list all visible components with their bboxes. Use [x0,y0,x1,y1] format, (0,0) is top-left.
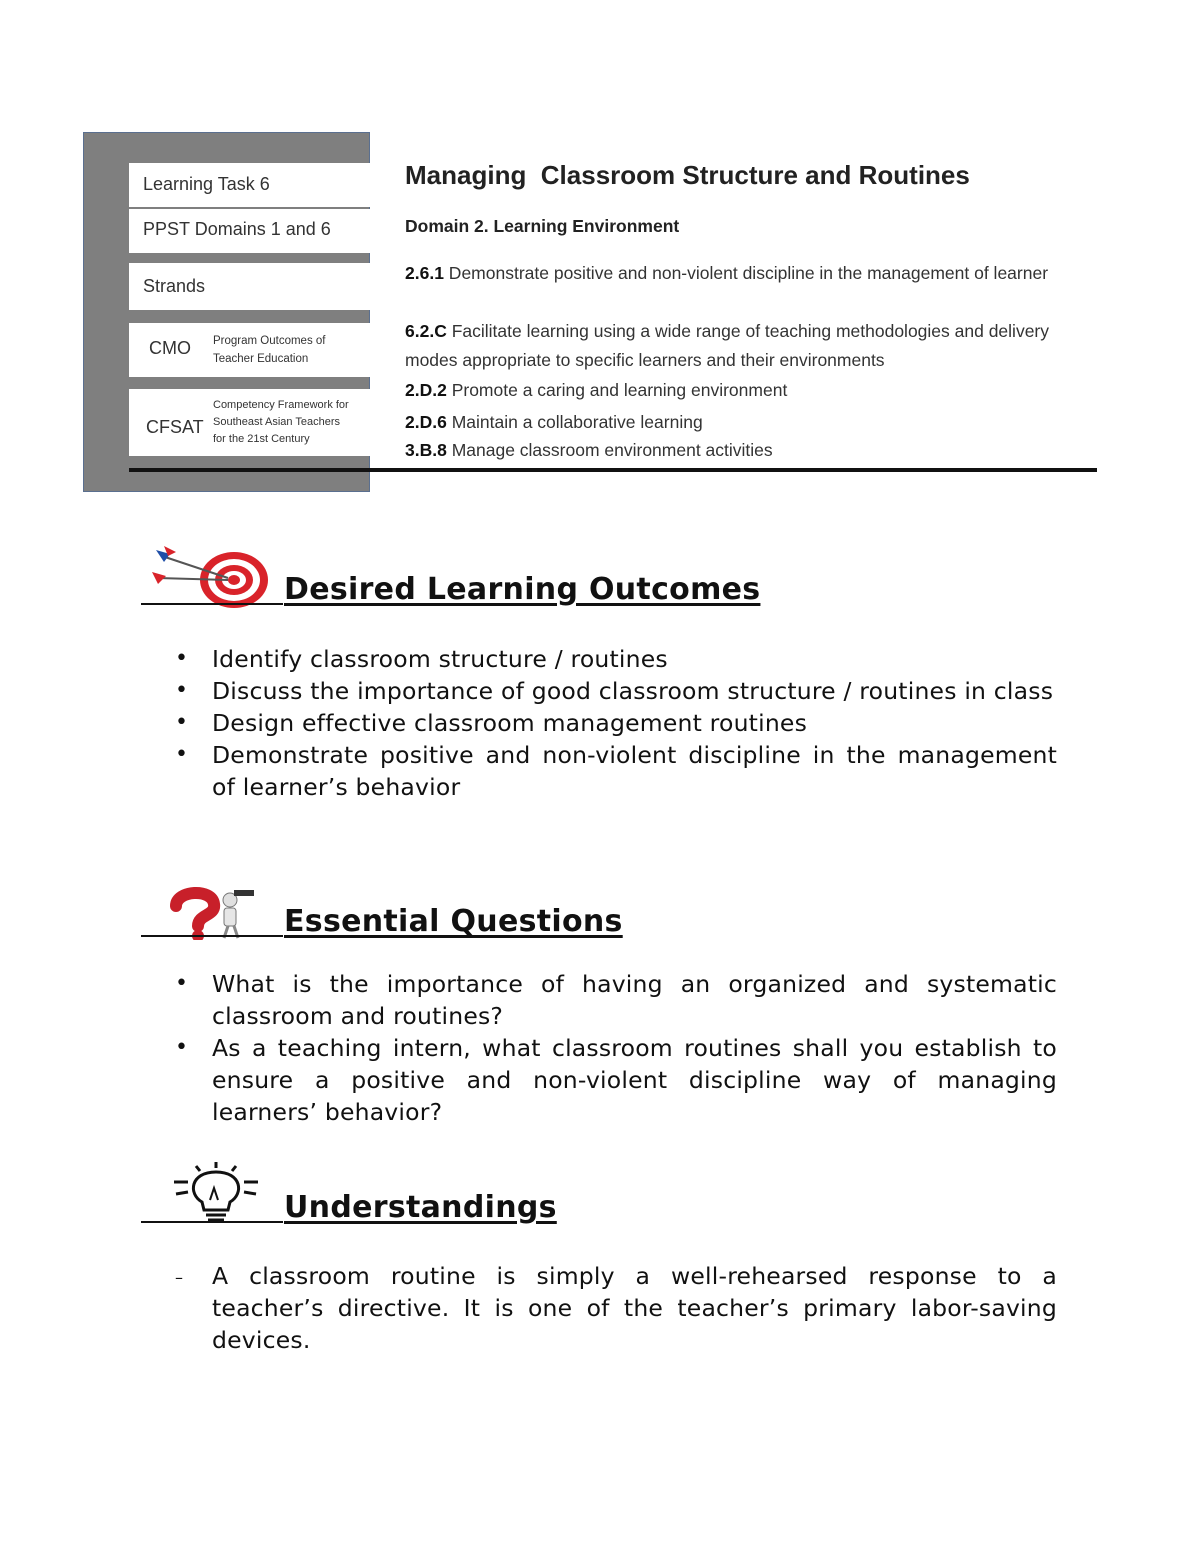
list-item: • Identify classroom structure / routines [175,643,1057,675]
cfsat-box [129,389,370,456]
standard-code: 3.B.8 [405,440,447,460]
outcomes-heading: Desired Learning Outcomes [284,572,761,607]
learning-task-label: Learning Task 6 [143,174,270,194]
standard-code: 6.2.C [405,321,447,341]
standard-code: 2.6.1 [405,263,444,283]
standard-item [405,408,1075,437]
section-underline [141,1221,283,1223]
page-title: Managing Classroom Structure and Routines [405,160,970,190]
standard-text: Promote a caring and learning environment [446,380,788,400]
domain-heading: Domain 2. Learning Environment [405,216,680,236]
standard-code: 2.D.2 [405,380,447,400]
standard-item [405,317,1075,375]
learning-task-box [129,163,370,207]
questions-list [175,968,1057,1128]
standard-item [405,436,1075,465]
list-item: • Design effective classroom management routines [175,707,1057,739]
list-item: • As a teaching intern, what classroom routines shall you establish to ensure a positive and non-violent discipline way of managing learners’ behavior? [175,1032,1057,1128]
list-item: • Discuss the importance of good classroom structure / routines in class [175,675,1057,707]
header-divider [129,468,1097,472]
strands-label: Strands [143,276,206,296]
standard-text: Maintain a collaborative learning [446,412,703,432]
target-icon [150,542,274,610]
cmo-label: CMO [149,338,191,358]
understandings-heading: Understandings [284,1190,557,1225]
cfsat-description-line-1: Competency Framework for [213,399,349,411]
ppst-domains-label: PPST Domains 1 and 6 [143,219,331,239]
cmo-description: Program Outcomes of Teacher Education [213,335,326,365]
standard-code: 2.D.6 [405,412,447,432]
standard-item [405,259,1075,288]
list-item: – A classroom routine is simply a well-rehearsed response to a teacher’s directive. It is one of the teacher’s primary labor-saving devices. [175,1260,1057,1356]
standard-text: Manage classroom environment activities [446,440,773,460]
standard-text: Facilitate learning using a wide range of teaching methodologies and delivery modes appropriate to specific learners and their environments [405,321,1050,370]
cfsat-label: CFSAT [146,417,204,437]
cfsat-description-line-3: for the 21st Century [213,433,310,445]
cfsat-description-line-2: Southeast Asian Teachers [213,416,340,428]
outcomes-list [175,643,1057,803]
understandings-list [175,1260,1057,1356]
list-item: • What is the importance of having an organized and systematic classroom and routines? [175,968,1057,1032]
questions-heading: Essential Questions [284,904,623,939]
list-item: • Demonstrate positive and non-violent discipline in the management of learner’s behavior [175,739,1057,803]
cmo-box [129,323,370,377]
strands-box [129,263,370,310]
standard-item [405,376,1075,405]
ppst-domains-box [129,209,370,253]
section-underline [141,603,283,605]
cfsat-description [213,397,349,448]
lightbulb-icon [158,1160,274,1228]
question-mark-icon [168,884,260,940]
section-underline [141,935,283,937]
standard-text: Demonstrate positive and non-violent discipline in the management of learner [443,263,1049,283]
